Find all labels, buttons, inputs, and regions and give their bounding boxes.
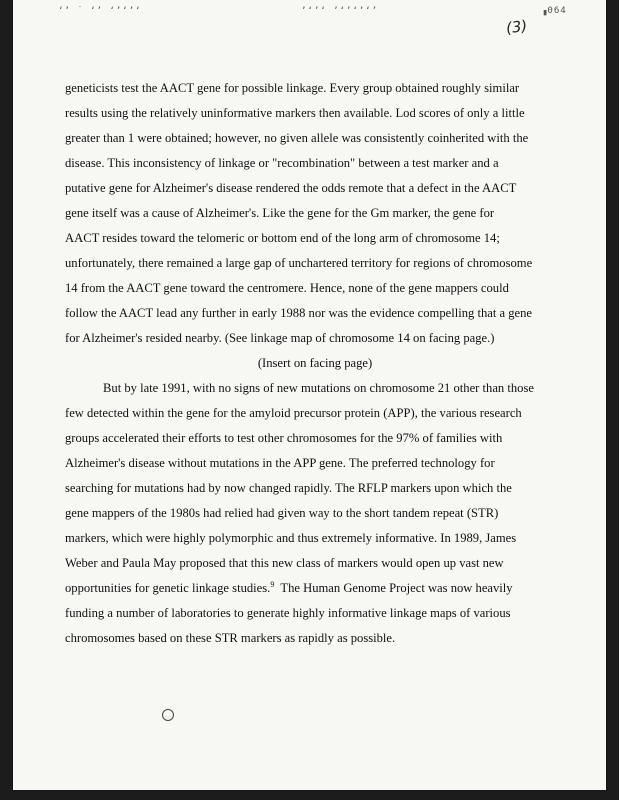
text-line: putative gene for Alzheimer's disease rendered the odds remote that a defect in the AACT xyxy=(65,181,517,195)
text-line: markers, which were highly polymorphic and thus extremely informative. In 1989, James xyxy=(65,531,517,545)
text-line: groups accelerated their efforts to test other chromosomes for the 97% of families with xyxy=(65,431,503,445)
text-line: for Alzheimer's resided nearby. (See linkage map of chromosome 14 on facing page.) xyxy=(65,331,495,345)
insert-note: (Insert on facing page) xyxy=(257,356,373,370)
text-line: results using the relatively uninformative markers then available. Lod scores of only a little xyxy=(65,106,525,120)
text-line: But by late 1991, with no signs of new mutations on chromosome 21 other than those xyxy=(103,381,534,395)
text-line: greater than 1 were obtained; however, no given allele was consistently coinherited with the xyxy=(65,131,529,145)
body-text xyxy=(65,76,565,651)
text-line: unfortunately, there remained a large gap of unchartered territory for regions of chromosome xyxy=(65,256,533,270)
text-line: follow the AACT lead any further in early 1988 nor was the evidence compelling that a gene xyxy=(65,306,532,320)
text-line: Alzheimer's disease without mutations in the APP gene. The preferred technology for xyxy=(65,456,495,470)
text-line: few detected within the gene for the amyloid precursor protein (APP), the various research xyxy=(65,406,522,420)
text-line: geneticists test the AACT gene for possible linkage. Every group obtained roughly similar xyxy=(65,81,520,95)
text-line: disease. This inconsistency of linkage or "recombination" between a test marker and a xyxy=(65,156,499,170)
text-segment: The Human Genome Project was now heavily xyxy=(274,581,513,595)
text-line: chromosomes based on these STR markers as rapidly as possible. xyxy=(65,631,396,645)
text-line: 14 from the AACT gene toward the centromere. Hence, none of the gene mappers could xyxy=(65,281,509,295)
text-line: Weber and Paula May proposed that this new class of markers would open up vast new xyxy=(65,556,504,570)
text-line: AACT resides toward the telomeric or bottom end of the long arm of chromosome 14; xyxy=(65,231,500,245)
text-line: searching for mutations had by now changed rapidly. The RFLP markers upon which the xyxy=(65,481,512,495)
text-segment: opportunities for genetic linkage studies. xyxy=(65,581,271,595)
text-line-with-footnote xyxy=(65,576,565,601)
text-line: funding a number of laboratories to generate highly informative linkage maps of various xyxy=(65,606,511,620)
text-line: gene mappers of the 1980s had relied had given way to the short tandem repeat (STR) xyxy=(65,506,499,520)
document-page xyxy=(13,0,606,790)
text-line: gene itself was a cause of Alzheimer's. Like the gene for the Gm marker, the gene for xyxy=(65,206,495,220)
handwritten-page-number: (3) xyxy=(504,16,529,38)
fax-header-left: ʻʼ ˙ ʻʼ ʻʼʻʼʻ xyxy=(58,6,142,16)
punch-hole-mark xyxy=(162,709,174,721)
fax-header-center: ʼʻʼʻ ʼʻʼʻʼʻʼ xyxy=(301,6,379,16)
footnote-mark: 9 xyxy=(270,579,275,589)
fax-header-right: ▗064 xyxy=(541,6,567,16)
